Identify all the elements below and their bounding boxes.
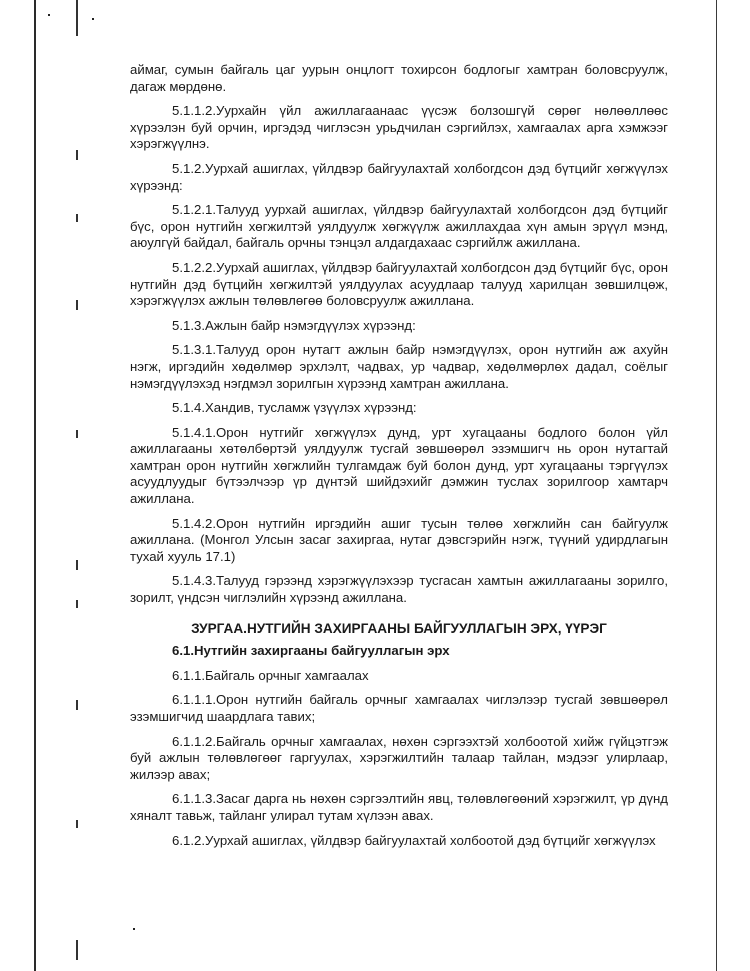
paragraph: 6.1.1.2.Байгаль орчныг хамгаалах, нөхөн сэргээхтэй холбоотой хийж гүйцэтгэж буй ажлын төлөвлөгөөг гаргуулах, хэрэгжилтийн талаар тайлан, мэдээг улирлаар, жилээр авах; <box>130 733 668 782</box>
paragraph: 5.1.2.1.Талууд уурхай ашиглах, үйлдвэр байгуулахтай холбогдсон дэд бүтцийг бүс, орон нутгийн хөгжилтэй уялдуулж хөгжүүлж ажиллахдаа хүн амын эрүүл мэнд, аюулгүй байдал, байгаль орчны тэнцэл алдагдахаас сэргийлж ажиллана. <box>130 202 668 251</box>
paragraph: 6.1.2.Уурхай ашиглах, үйлдвэр байгуулахтай холбоотой дэд бүтцийг хөгжүүлэх <box>172 832 656 848</box>
paragraph: 5.1.1.2.Уурхайн үйл ажиллагаанаас үүсэж болзошгүй сөрөг нөлөөллөөс хүрээлэн буй орчин, иргэдэд чиглэсэн урьдчилан сэргийлэх, хамгаалах арга хэмжээг хэрэгжүүлнэ. <box>130 103 668 152</box>
paragraph: 6.1.1.Байгаль орчныг хамгаалах <box>172 667 369 683</box>
paragraph: 6.1.1.1.Орон нутгийн байгаль орчныг хамгаалах чиглэлээр тусгай зөвшөөрөл эзэмшигчид шаардлага тавих; <box>130 692 668 724</box>
paragraph: 5.1.3.Ажлын байр нэмэгдүүлэх хүрээнд: <box>172 317 416 333</box>
paragraph: 5.1.4.Хандив, тусламж үзүүлэх хүрээнд: <box>172 400 417 416</box>
paragraph: 5.1.4.1.Орон нутгийг хөгжүүлэх дунд, урт хугацааны бодлого болон үйл ажиллагааны хөтөлбөртэй уялдуулж тусгай зөвшөөрөл эзэмшигч нь орон нутагтай хамтран орон нутгийн хөгжлийн тулгамдаж буй болон дунд, урт хугацааны тэргүүлэх асуудлуудыг бүтээлчээр үр дүнтэй шийдэхийг дэмжин туслах зорилгоор хамтарч ажиллана. <box>130 424 668 507</box>
scan-speck <box>48 14 50 16</box>
document-body <box>130 62 668 857</box>
scan-speck <box>133 928 135 930</box>
scan-speck <box>92 18 94 20</box>
scan-right-edge <box>716 0 717 971</box>
paragraph: аймаг, сумын байгаль цаг уурын онцлогт тохирсон бодлогыг хамтран боловсруулж, дагаж мөрдөнө. <box>130 62 668 94</box>
scan-left-edge <box>34 0 36 971</box>
paragraph: 5.1.2.Уурхай ашиглах, үйлдвэр байгуулахтай холбогдсон дэд бүтцийг хөгжүүлэх хүрээнд: <box>130 160 668 193</box>
paragraph: 6.1.1.3.Засаг дарга нь нөхөн сэргээлтийн явц, төлөвлөгөөний хэрэгжилт, үр дүнд хяналт тавьж, тайланг улирал тутам хүлээн авах. <box>130 791 668 823</box>
paragraph: 5.1.2.2.Уурхай ашиглах, үйлдвэр байгуулахтай холбогдсон дэд бүтцийг бүс, орон нутгийн дэд бүтцийн хөгжилтэй уялдуулах асуудлаар талууд харилцан зөвшилцөж, хэрэгжүүлэх ажлын төлөвлөгөө боловсруулж ажиллана. <box>130 259 668 309</box>
binding-marks <box>76 0 84 971</box>
paragraph: 5.1.3.1.Талууд орон нутагт ажлын байр нэмэгдүүлэх, орон нутгийн аж ахуйн нэгж, иргэдийн хөдөлмөр эрхлэлт, чадвах, ур чадвар, хөдөлмөрлөх дадал, соёлыг нэмэгдүүлэхэд нэгдмэл зорилгын хүрээнд хамтран ажиллана. <box>130 342 668 391</box>
section-heading: ЗУРГАА.НУТГИЙН ЗАХИРГААНЫ БАЙГУУЛЛАГЫН ЭРХ, ҮҮРЭГ <box>191 620 607 636</box>
paragraph: 5.1.4.3.Талууд гэрээнд хэрэгжүүлэхээр тусгасан хамтын ажиллагааны зорилго, зорилт, үндсэн чиглэлийн хүрээнд ажиллана. <box>130 573 668 606</box>
paragraph: 5.1.4.2.Орон нутгийн иргэдийн ашиг тусын төлөө хөгжлийн сан байгуулж ажиллана. (Монгол Улсын засаг захиргаа, нутаг дэвсгэрийн нэгж, түүний удирдлагын тухай хууль 17.1) <box>130 515 668 564</box>
subsection-heading: 6.1.Нутгийн захиргааны байгууллагын эрх <box>172 643 450 659</box>
